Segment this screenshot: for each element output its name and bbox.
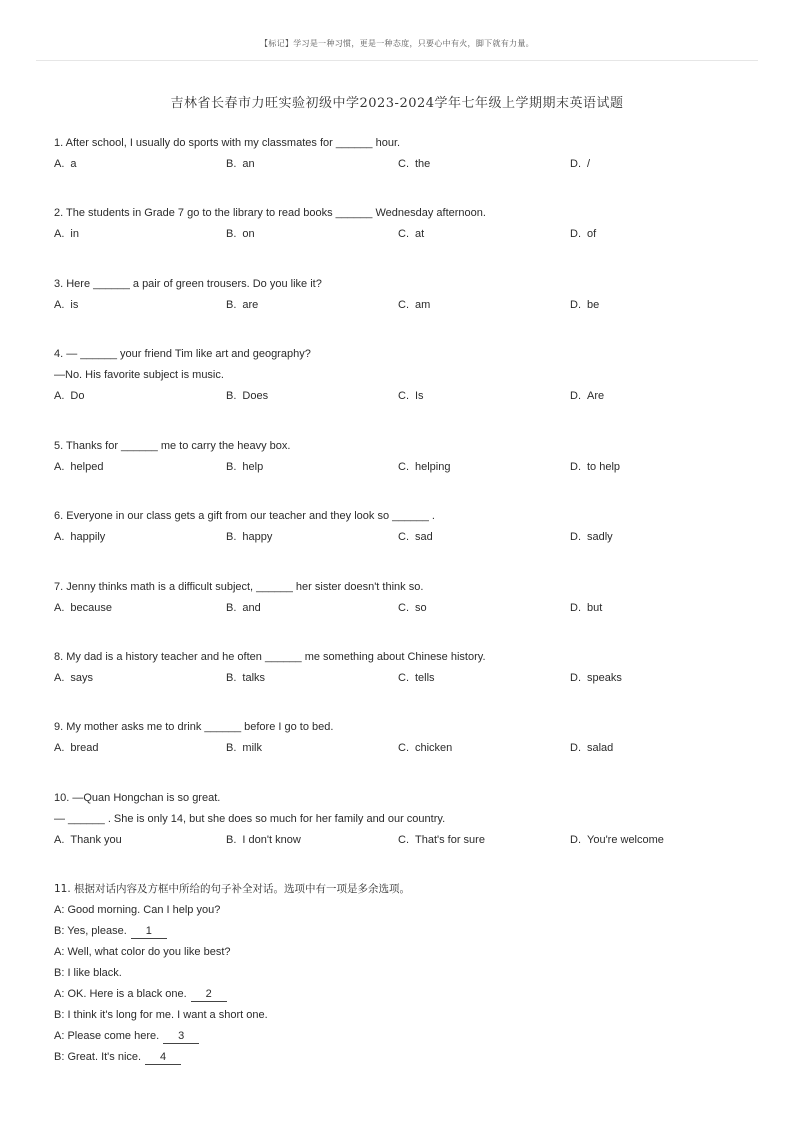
header-divider — [36, 60, 758, 61]
option-letter: C. — [398, 672, 409, 684]
options-row — [54, 457, 754, 478]
option-d[interactable] — [570, 668, 622, 689]
option-text: happily — [70, 531, 106, 543]
options-row — [54, 154, 754, 175]
dialogue-text: B: I think it's long for me. I want a short one. — [54, 1009, 268, 1021]
document-title: 吉林省长春市力旺实验初级中学2023-2024学年七年级上学期期末英语试题 — [170, 96, 624, 111]
option-d[interactable] — [570, 598, 602, 619]
answer-blank[interactable]: 2 — [191, 988, 227, 1002]
option-letter: D. — [570, 834, 581, 846]
question-stem: 8. My dad is a history teacher and he often ______ me something about Chinese history. — [54, 651, 486, 663]
option-letter: B. — [226, 531, 237, 543]
option-letter: C. — [398, 158, 409, 170]
option-b[interactable] — [226, 830, 301, 851]
option-letter: C. — [398, 299, 409, 311]
option-b[interactable] — [226, 457, 263, 478]
dialogue-text: B: Yes, please. — [54, 925, 127, 937]
dialogue-line — [54, 942, 754, 963]
option-letter: D. — [570, 742, 581, 754]
option-letter: A. — [54, 158, 65, 170]
option-text: salad — [587, 742, 614, 754]
option-text: talks — [242, 672, 266, 684]
option-letter: D. — [570, 158, 581, 170]
option-letter: D. — [570, 390, 581, 402]
option-text: tells — [415, 672, 435, 684]
question-stem: 3. Here ______ a pair of green trousers. Do you like it? — [54, 278, 322, 290]
option-letter: B. — [226, 742, 237, 754]
option-letter: A. — [54, 531, 65, 543]
options-row — [54, 668, 754, 689]
question-stem: 5. Thanks for ______ me to carry the heavy box. — [54, 440, 291, 452]
dialogue-text: A: OK. Here is a black one. — [54, 988, 187, 1000]
question-instruction: 11. 根据对话内容及方框中所给的句子补全对话。选项中有一项是多余选项。 — [54, 883, 411, 895]
option-c[interactable] — [398, 154, 430, 175]
option-letter: C. — [398, 461, 409, 473]
option-text: chicken — [415, 742, 453, 754]
option-text: in — [70, 228, 79, 240]
options-row — [54, 738, 754, 759]
option-text: on — [242, 228, 255, 240]
option-text: Do — [70, 390, 85, 402]
option-letter: C. — [398, 742, 409, 754]
option-text: of — [587, 228, 597, 240]
option-letter: B. — [226, 228, 237, 240]
question-9 — [54, 717, 754, 759]
option-c[interactable] — [398, 738, 452, 759]
option-d[interactable] — [570, 830, 664, 851]
option-letter: A. — [54, 672, 65, 684]
option-text: am — [415, 299, 431, 311]
option-b[interactable] — [226, 598, 261, 619]
option-letter: B. — [226, 158, 237, 170]
option-b[interactable] — [226, 668, 265, 689]
option-letter: A. — [54, 834, 65, 846]
dialogue-line — [54, 900, 754, 921]
dialogue-text: B: Great. It's nice. — [54, 1051, 142, 1063]
option-d[interactable] — [570, 295, 599, 316]
option-text: to help — [587, 461, 621, 473]
option-letter: B. — [226, 672, 237, 684]
option-text: speaks — [587, 672, 622, 684]
option-b[interactable] — [226, 154, 255, 175]
option-d[interactable] — [570, 386, 604, 407]
option-letter: D. — [570, 531, 581, 543]
option-letter: A. — [54, 390, 65, 402]
options-row — [54, 527, 754, 548]
option-d[interactable] — [570, 738, 613, 759]
option-letter: D. — [570, 299, 581, 311]
option-b[interactable] — [226, 738, 262, 759]
question-1 — [54, 133, 754, 175]
question-4 — [54, 344, 754, 407]
option-d[interactable] — [570, 527, 613, 548]
option-d[interactable] — [570, 224, 596, 245]
option-letter: C. — [398, 228, 409, 240]
option-letter: B. — [226, 602, 237, 614]
dialogue-line — [54, 963, 754, 984]
options-row — [54, 830, 754, 851]
option-letter: A. — [54, 742, 65, 754]
option-a[interactable] — [54, 527, 105, 548]
dialogue-line — [54, 1005, 754, 1026]
option-a[interactable] — [54, 386, 84, 407]
option-text: helped — [70, 461, 104, 473]
option-text: at — [415, 228, 425, 240]
option-text: sad — [415, 531, 433, 543]
question-11 — [54, 879, 754, 1068]
option-text: sadly — [587, 531, 613, 543]
option-a[interactable] — [54, 295, 78, 316]
dialogue-text: A: Please come here. — [54, 1030, 160, 1042]
option-text: says — [70, 672, 94, 684]
option-letter: A. — [54, 461, 65, 473]
option-letter: C. — [398, 390, 409, 402]
option-letter: B. — [226, 834, 237, 846]
question-stem-line-2: —No. His favorite subject is music. — [54, 369, 224, 381]
option-c[interactable] — [398, 598, 427, 619]
option-text: the — [415, 158, 431, 170]
option-text: bread — [70, 742, 99, 754]
question-8 — [54, 647, 754, 689]
option-c[interactable] — [398, 386, 424, 407]
question-stem-line-2: — ______ . She is only 14, but she does so much for her family and our country. — [54, 813, 446, 825]
option-letter: D. — [570, 461, 581, 473]
question-stem: 6. Everyone in our class gets a gift from our teacher and they look so ______ . — [54, 510, 435, 522]
answer-blank[interactable]: 3 — [163, 1030, 199, 1044]
option-b[interactable] — [226, 527, 272, 548]
option-letter: C. — [398, 602, 409, 614]
option-d[interactable] — [570, 457, 620, 478]
option-c[interactable] — [398, 830, 485, 851]
option-text: is — [70, 299, 79, 311]
option-text: are — [242, 299, 259, 311]
option-text: because — [70, 602, 112, 614]
option-text: helping — [415, 461, 451, 473]
option-text: I don't know — [242, 834, 301, 846]
option-letter: A. — [54, 299, 65, 311]
question-stem: 2. The students in Grade 7 go to the library to read books ______ Wednesday afternoon. — [54, 207, 486, 219]
option-a[interactable] — [54, 668, 93, 689]
question-stem: 1. After school, I usually do sports with my classmates for ______ hour. — [54, 137, 401, 149]
option-letter: A. — [54, 602, 65, 614]
option-letter: C. — [398, 531, 409, 543]
question-stem: 10. —Quan Hongchan is so great. — [54, 792, 221, 804]
option-b[interactable] — [226, 224, 255, 245]
option-c[interactable] — [398, 668, 435, 689]
option-letter: D. — [570, 672, 581, 684]
dialogue-line — [54, 921, 754, 942]
question-stem: 7. Jenny thinks math is a difficult subject, ______ her sister doesn't think so. — [54, 581, 424, 593]
option-d[interactable] — [570, 154, 590, 175]
option-a[interactable] — [54, 154, 77, 175]
option-letter: B. — [226, 299, 237, 311]
options-row — [54, 598, 754, 619]
dialogue-line — [54, 984, 754, 1005]
dialogue-text: A: Well, what color do you like best? — [54, 946, 231, 958]
option-c[interactable] — [398, 457, 450, 478]
header-note: 【标记】学习是一种习惯，更是一种态度，只要心中有火，脚下就有力量。 — [260, 39, 534, 48]
question-3 — [54, 274, 754, 316]
option-a[interactable] — [54, 598, 112, 619]
question-7 — [54, 577, 754, 619]
option-text: You're welcome — [587, 834, 664, 846]
option-a[interactable] — [54, 457, 103, 478]
question-10 — [54, 788, 754, 851]
answer-blank[interactable]: 1 — [131, 925, 167, 939]
option-c[interactable] — [398, 527, 433, 548]
option-text: but — [587, 602, 603, 614]
options-row — [54, 386, 754, 407]
options-row — [54, 224, 754, 245]
option-text: Does — [242, 390, 269, 402]
option-text: Thank you — [70, 834, 122, 846]
answer-blank[interactable]: 4 — [145, 1051, 181, 1065]
option-text: a — [70, 158, 77, 170]
option-text: / — [587, 158, 591, 170]
option-a[interactable] — [54, 830, 122, 851]
option-a[interactable] — [54, 738, 99, 759]
option-b[interactable] — [226, 295, 258, 316]
option-text: and — [242, 602, 261, 614]
option-c[interactable] — [398, 224, 424, 245]
question-6 — [54, 506, 754, 548]
question-5 — [54, 436, 754, 478]
option-text: Is — [415, 390, 424, 402]
dialogue-line — [54, 1047, 754, 1068]
option-text: an — [242, 158, 255, 170]
option-b[interactable] — [226, 386, 268, 407]
option-text: happy — [242, 531, 273, 543]
option-c[interactable] — [398, 295, 430, 316]
question-2 — [54, 203, 754, 245]
option-text: so — [415, 602, 427, 614]
option-letter: D. — [570, 602, 581, 614]
option-text: milk — [242, 742, 262, 754]
option-letter: A. — [54, 228, 65, 240]
option-text: help — [242, 461, 264, 473]
dialogue-text: B: I like black. — [54, 967, 122, 979]
options-row — [54, 295, 754, 316]
option-text: be — [587, 299, 600, 311]
option-letter: B. — [226, 390, 237, 402]
option-letter: C. — [398, 834, 409, 846]
question-stem: 9. My mother asks me to drink ______ before I go to bed. — [54, 721, 334, 733]
option-letter: D. — [570, 228, 581, 240]
option-a[interactable] — [54, 224, 79, 245]
option-text: That's for sure — [415, 834, 485, 846]
option-text: Are — [587, 390, 605, 402]
dialogue-text: A: Good morning. Can I help you? — [54, 904, 221, 916]
option-letter: B. — [226, 461, 237, 473]
question-stem: 4. — ______ your friend Tim like art and geography? — [54, 348, 311, 360]
dialogue-line — [54, 1026, 754, 1047]
